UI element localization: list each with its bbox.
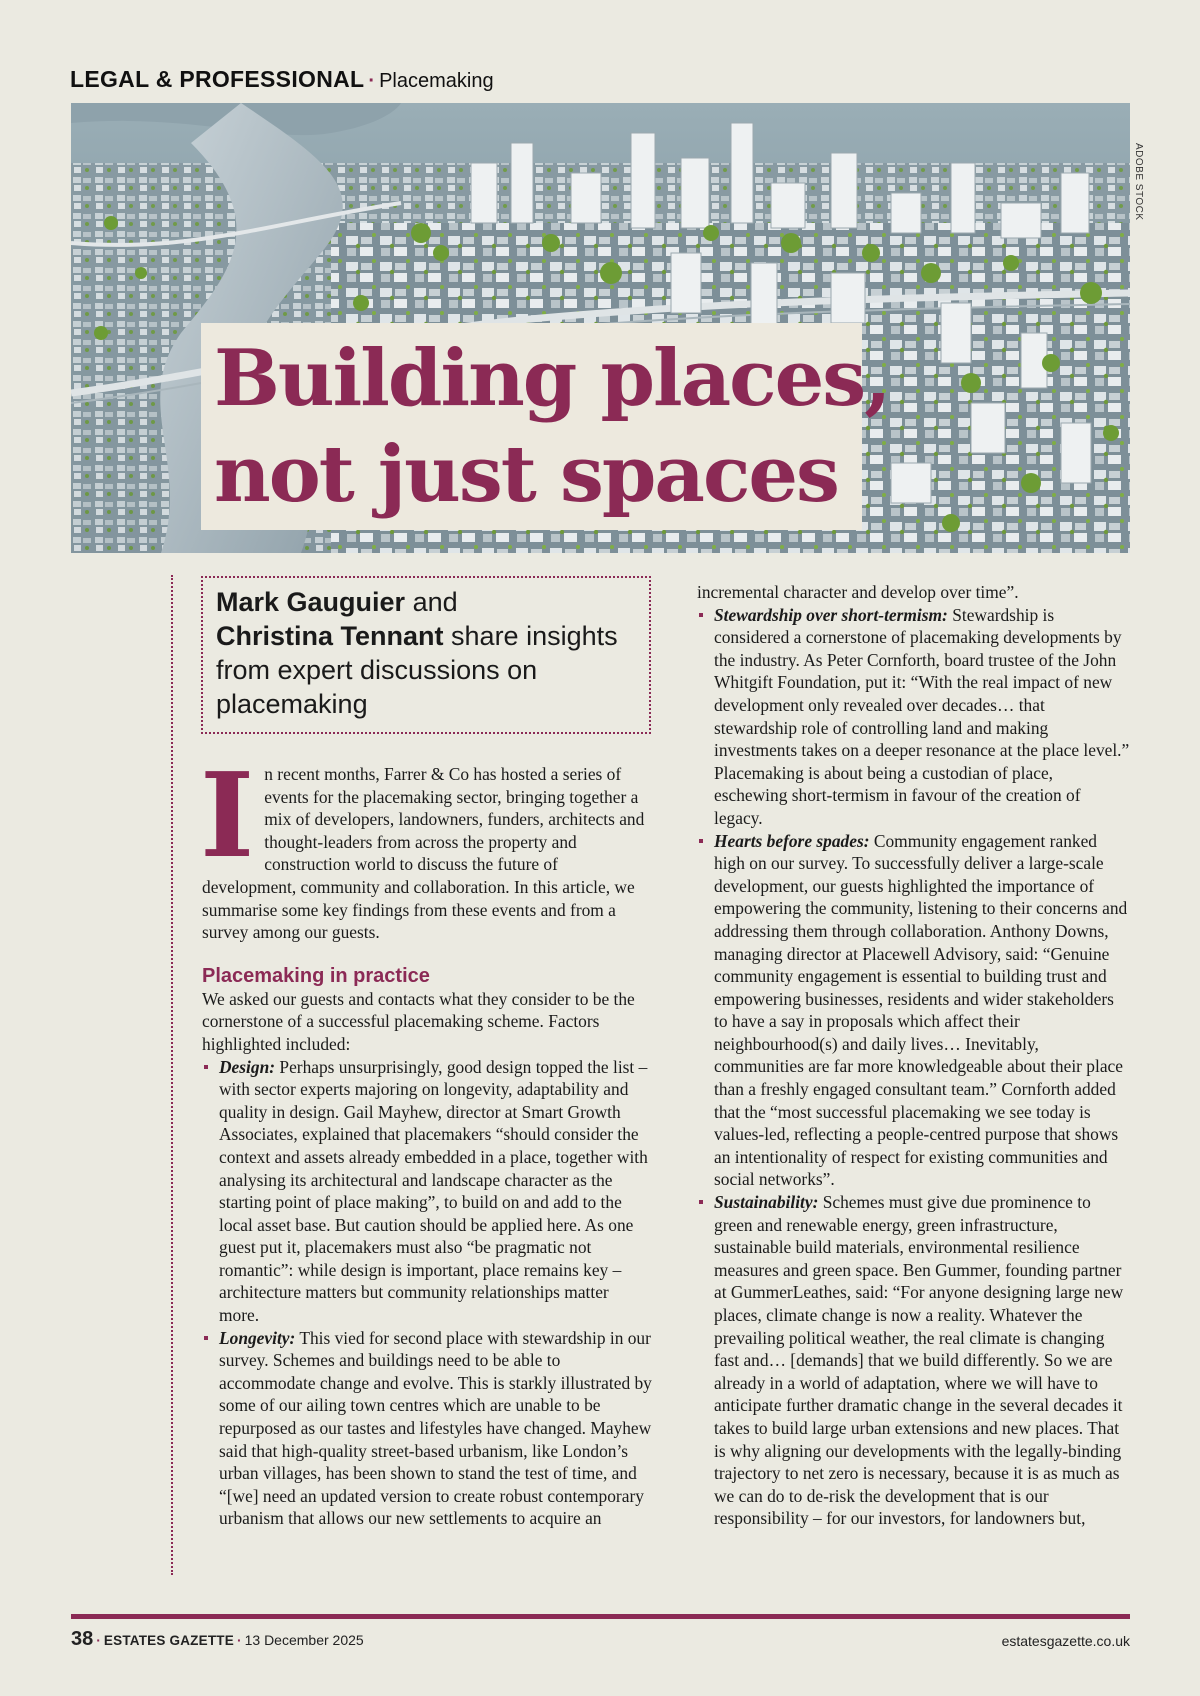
section-intro: We asked our guests and contacts what they consider to be the cornerstone of a successful placemaking scheme. Factors highlighted included: [202, 988, 635, 1054]
separator-dot: · [368, 70, 376, 92]
intro-paragraph [200, 748, 652, 944]
author-2: Christina Tennant [216, 621, 444, 651]
continuation-text: incremental character and develop over time”. [697, 582, 1019, 602]
section-label: LEGAL & PROFESSIONAL [70, 66, 365, 92]
bullet-hearts-before-spades [697, 830, 1130, 1192]
headline-box [201, 323, 890, 530]
dotted-divider [171, 575, 173, 1575]
subheading-placemaking-in-practice: Placemaking in practice [202, 964, 430, 987]
article-column-2 [697, 581, 1130, 1530]
separator-dot: · [96, 1632, 101, 1648]
drop-cap: I [200, 748, 255, 884]
separator-dot: · [236, 1632, 242, 1648]
headline [214, 331, 890, 523]
bullet-lead: Hearts before spades: [714, 830, 870, 851]
bullet-stewardship [697, 604, 1130, 830]
article-column-1 [200, 748, 652, 1530]
bullet-text: Schemes must give due prominence to green and renewable energy, green infrastructure, sustainable build materials, environmental resilience measures and green space. Ben Gummer, founding partner at GummerLeathes, said: “For anyone designing large new places, climate change is now a reality. Whatever the prevailing political weather, the real climate is changing fast and… [demands] that we build differently. So we are already in a world of adaptation, where we will have to anticipate further dramatic change in the several decades it takes to build large urban extensions and new places. That is why aligning our developments with the legally-binding trajectory to net zero is necessary, because it is as much as we can do to de-risk the development that is our responsibility – for our investors, for landowners but, [714, 1192, 1124, 1529]
photo-credit: ADOBE STOCK [1133, 143, 1144, 221]
publication-name: ESTATES GAZETTE [103, 1633, 234, 1648]
bullet-lead: Design: [219, 1056, 276, 1077]
headline-line-2: not just spaces [214, 429, 838, 520]
intro-text: n recent months, Farrer & Co has hosted a series of events for the placemaking sector, bringing together a mix of developers, landowners, funders, architects and thought-leaders from across the property and construction world to discuss the future of development, community and collaboration. In this article, we summarise some key findings from these events and from a survey among our guests. [202, 764, 645, 943]
standfirst-and: and [412, 587, 458, 617]
bullet-text: Perhaps unsurprisingly, good design topped the list – with sector experts majoring on longevity, adaptability and quality in design. Gail Mayhew, director at Smart Growth Associates, explained that placemakers “should consider the context and assets already embedded in a place, together with analysing its architectural and landscape character as the starting point of place making”, to build on and add to the local asset base. But caution should be applied here. As one guest put it, placemakers must also “be pragmatic not romantic”: while design is important, place remains key – architecture matters but community relationships matter more. [219, 1056, 648, 1326]
bullet-longevity [202, 1327, 652, 1530]
standfirst-box [201, 576, 651, 734]
bullet-text: Stewardship is considered a cornerstone of placemaking developments by the industry. As Peter Cornforth, board trustee of the John Whitgift Foundation, put it: “With the real impact of new development only revealed over decades… that stewardship role of controlling land and making investments takes on a deeper resonance at the place level.” Placemaking is about being a custodian of place, eschewing short-termism in favour of the creation of legacy. [714, 604, 1130, 828]
bullet-lead: Longevity: [219, 1327, 296, 1348]
page-number: 38 [71, 1628, 94, 1650]
subsection-label: Placemaking [379, 70, 494, 92]
website-link[interactable]: estatesgazette.co.uk [1001, 1633, 1130, 1649]
bullet-lead: Stewardship over short-termism: [714, 604, 948, 625]
page-footer [71, 1628, 1130, 1651]
section-header [70, 66, 494, 93]
footer-rule [71, 1614, 1130, 1619]
headline-line-1: Building places, [214, 333, 890, 424]
bullet-sustainability [697, 1191, 1130, 1530]
bullet-lead: Sustainability: [714, 1192, 819, 1213]
issue-date: 13 December 2025 [244, 1632, 364, 1648]
author-1: Mark Gauguier [216, 587, 406, 617]
bullet-text: This vied for second place with stewardship in our survey. Schemes and buildings need to be able to accommodate change and evolve. This is starkly illustrated by some of our ailing town centres which are unable to be repurposed as our tastes and lifestyles have changed. Mayhew said that high-quality street-based urbanism, like London’s urban villages, has been shown to stand the test of time, and “[we] need an updated version to create robust contemporary urbanism that allows our new settlements to acquire an [219, 1327, 652, 1529]
bullet-design [202, 1056, 652, 1327]
standfirst-text: share insights from expert discussions on placemaking [216, 621, 618, 719]
bullet-text: Community engagement ranked high on our survey. To successfully deliver a large-scale development, our guests highlighted the importance of empowering the community, listening to their concerns and addressing them through collaboration. Anthony Downs, managing director at Placewell Advisory, said: “Genuine community engagement is essential to building trust and empowering businesses, residents and wider stakeholders to have a say in proposals which affect their neighbourhood(s) and daily lives… Inevitably, communities are far more knowledgeable about their place than a freshly engaged consultant team.” Cornforth added that the “most successful placemaking we see today is values-led, reflecting a people-centred purpose that shows an intentionality of respect for existing communities and social networks”. [714, 830, 1128, 1190]
